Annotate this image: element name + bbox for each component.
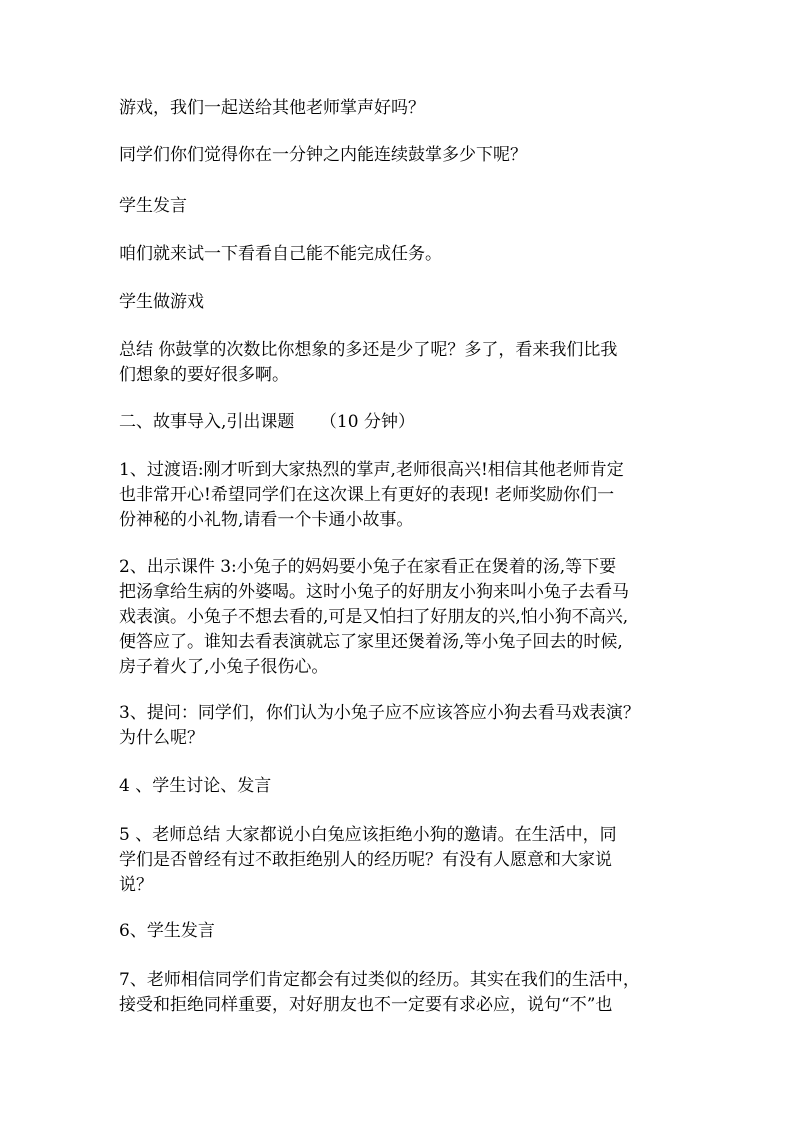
paragraph-6 [119,338,699,388]
text-line: 二、故事导入,引出课题 （10 分钟） [119,412,415,432]
text-line: 游戏，我们一起送给其他老师掌声好吗？ [119,98,425,118]
text-line: 总结 你鼓掌的次数比你想象的多还是少了呢？多了，看来我们比我 [119,340,618,360]
paragraph-5 [119,290,699,315]
section-heading [119,410,699,435]
paragraph-10 [119,701,699,751]
text-line: 2、出示课件 3:小兔子的妈妈要小兔子在家看正在煲着的汤,等下要 [119,557,617,577]
text-line: 也非常开心!希望同学们在这次课上有更好的表现! 老师奖励你们一 [119,485,615,505]
text-line: 学生做游戏 [119,292,204,312]
text-line: 1、过渡语:刚才听到大家热烈的掌声,老师很高兴!相信其他老师肯定 [119,460,624,480]
paragraph-13 [119,919,699,944]
paragraph-14 [119,968,699,1018]
text-line: 把汤拿给生病的外婆喝。这时小兔子的好朋友小狗来叫小兔子去看马 [119,582,629,602]
text-line: 份神秘的小礼物,请看一个卡通小故事。 [119,510,414,530]
text-line: 7、老师相信同学们肯定都会有过类似的经历。其实在我们的生活中， [119,970,640,990]
text-line: 咱们就来试一下看看自己能不能完成任务。 [119,244,442,264]
text-line: 接受和拒绝同样重要，对好朋友也不一定要有求必应，说句“不”也 [119,995,613,1015]
text-line: 6、学生发言 [119,921,215,941]
text-line: 学生发言 [119,196,187,216]
text-line: 4 、学生讨论、发言 [119,776,272,796]
paragraph-3 [119,194,699,219]
text-line: 5 、老师总结 大家都说小白兔应该拒绝小狗的邀请。在生活中，同 [119,825,617,845]
text-line: 说？ [119,875,153,895]
paragraph-4 [119,242,699,267]
text-line: 学们是否曾经有过不敢拒绝别人的经历呢？有没有人愿意和大家说 [119,850,612,870]
paragraph-9 [119,555,699,680]
paragraph-2 [119,143,699,168]
text-line: 3、提问：同学们，你们认为小兔子应不应该答应小狗去看马戏表演？ [119,703,640,723]
paragraph-8 [119,458,699,533]
paragraph-1 [119,96,699,121]
text-line: 们想象的要好很多啊。 [119,365,289,385]
text-line: 同学们你们觉得你在一分钟之内能连续鼓掌多少下呢？ [119,145,527,165]
text-line: 房子着火了,小兔子很伤心。 [119,657,329,677]
text-line: 为什么呢？ [119,728,204,748]
paragraph-11 [119,774,699,799]
text-line: 戏表演。小兔子不想去看的,可是又怕扫了好朋友的兴,怕小狗不高兴, [119,607,629,627]
paragraph-12 [119,823,699,898]
text-line: 便答应了。谁知去看表演就忘了家里还煲着汤,等小兔子回去的时候, [119,632,623,652]
